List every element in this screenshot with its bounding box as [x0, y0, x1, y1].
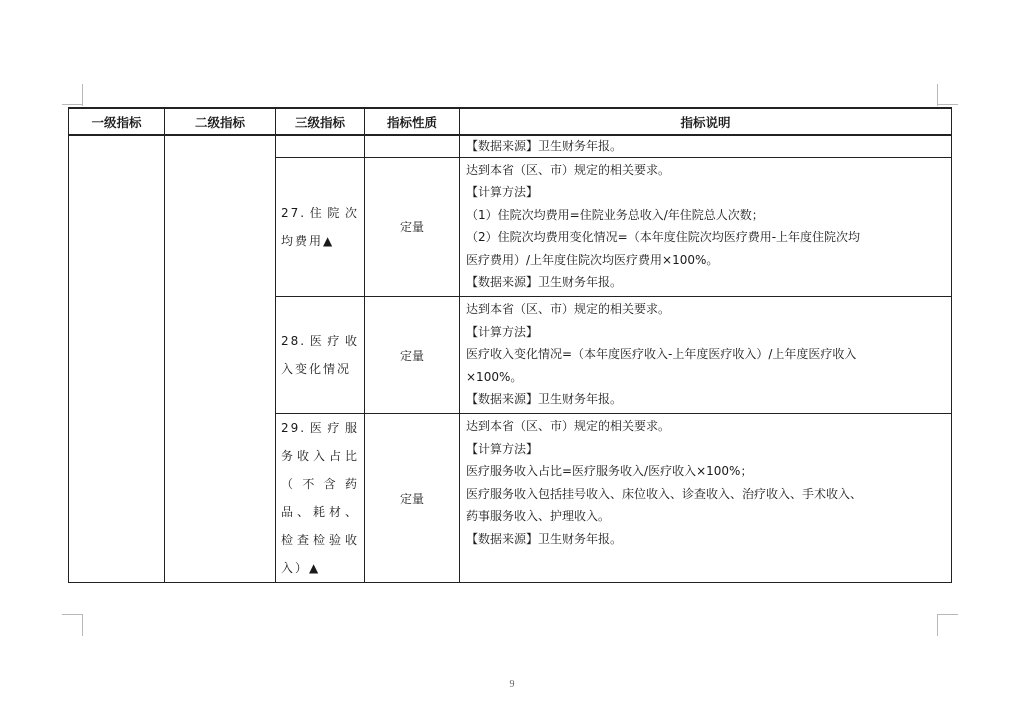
description-line: 【计算方法】: [466, 441, 539, 456]
description-line: （2）住院次均费用变化情况=（本年度住院次均医疗费用-上年度住院次均: [466, 230, 861, 245]
description-line: ×100%。: [466, 369, 523, 384]
description-line: 达到本省（区、市）规定的相关要求。: [466, 302, 671, 317]
header-level1: 一级指标: [69, 108, 165, 135]
header-description: 指标说明: [460, 108, 952, 135]
description-line: 医疗服务收入占比=医疗服务收入/医疗收入×100%；: [466, 464, 753, 479]
crop-mark: [62, 614, 82, 615]
level1-cell: [69, 135, 165, 583]
description-line: 【数据来源】卫生财务年报。: [466, 275, 623, 290]
description-line: 【数据来源】卫生财务年报。: [466, 139, 623, 154]
table-row: [69, 135, 952, 157]
description-cell: [460, 297, 952, 414]
description-line: 【数据来源】卫生财务年报。: [466, 392, 623, 407]
header-nature: 指标性质: [365, 108, 460, 135]
crop-mark: [937, 84, 938, 106]
description-line: 医疗费用）/上年度住院次均医疗费用×100%。: [466, 252, 719, 267]
description-line: 【计算方法】: [466, 185, 539, 200]
page-number: 9: [509, 679, 515, 690]
description-cell: [460, 414, 952, 583]
nature-cell: 定量: [365, 414, 460, 583]
nature-cell: 定量: [365, 157, 460, 297]
crop-mark: [938, 104, 958, 105]
indicator-cell: [276, 135, 365, 157]
indicator-cell: 28.医疗收入变化情况: [276, 297, 365, 414]
crop-mark: [62, 104, 82, 105]
crop-mark: [82, 614, 83, 636]
crop-mark: [938, 614, 958, 615]
crop-mark: [82, 84, 83, 106]
level2-cell: [165, 135, 276, 583]
description-line: 医疗服务收入包括挂号收入、床位收入、诊查收入、治疗收入、手术收入、: [466, 486, 863, 501]
description-line: 【数据来源】卫生财务年报。: [466, 532, 623, 546]
description-line: 【计算方法】: [466, 324, 539, 339]
header-level2: 二级指标: [165, 108, 276, 135]
description-line: 医疗收入变化情况=（本年度医疗收入-上年度医疗收入）/上年度医疗收入: [466, 347, 857, 362]
description-line: （1）住院次均费用=住院业务总收入/年住院总人次数；: [466, 207, 764, 222]
description-cell: [460, 157, 952, 297]
indicator-table: [68, 107, 952, 583]
header-level3: 三级指标: [276, 108, 365, 135]
description-line: 达到本省（区、市）规定的相关要求。: [466, 419, 671, 434]
indicator-cell: 29.医疗服务收入占比（不含药品、耗材、检查检验收入）▲: [276, 414, 365, 583]
description-cell: [460, 135, 952, 157]
description-line: 药事服务收入、护理收入。: [466, 509, 611, 524]
nature-cell: 定量: [365, 297, 460, 414]
description-line: 达到本省（区、市）规定的相关要求。: [466, 162, 671, 177]
crop-mark: [937, 614, 938, 636]
indicator-cell: 27.住院次均费用▲: [276, 157, 365, 297]
header-row: [69, 108, 952, 135]
nature-cell: [365, 135, 460, 157]
